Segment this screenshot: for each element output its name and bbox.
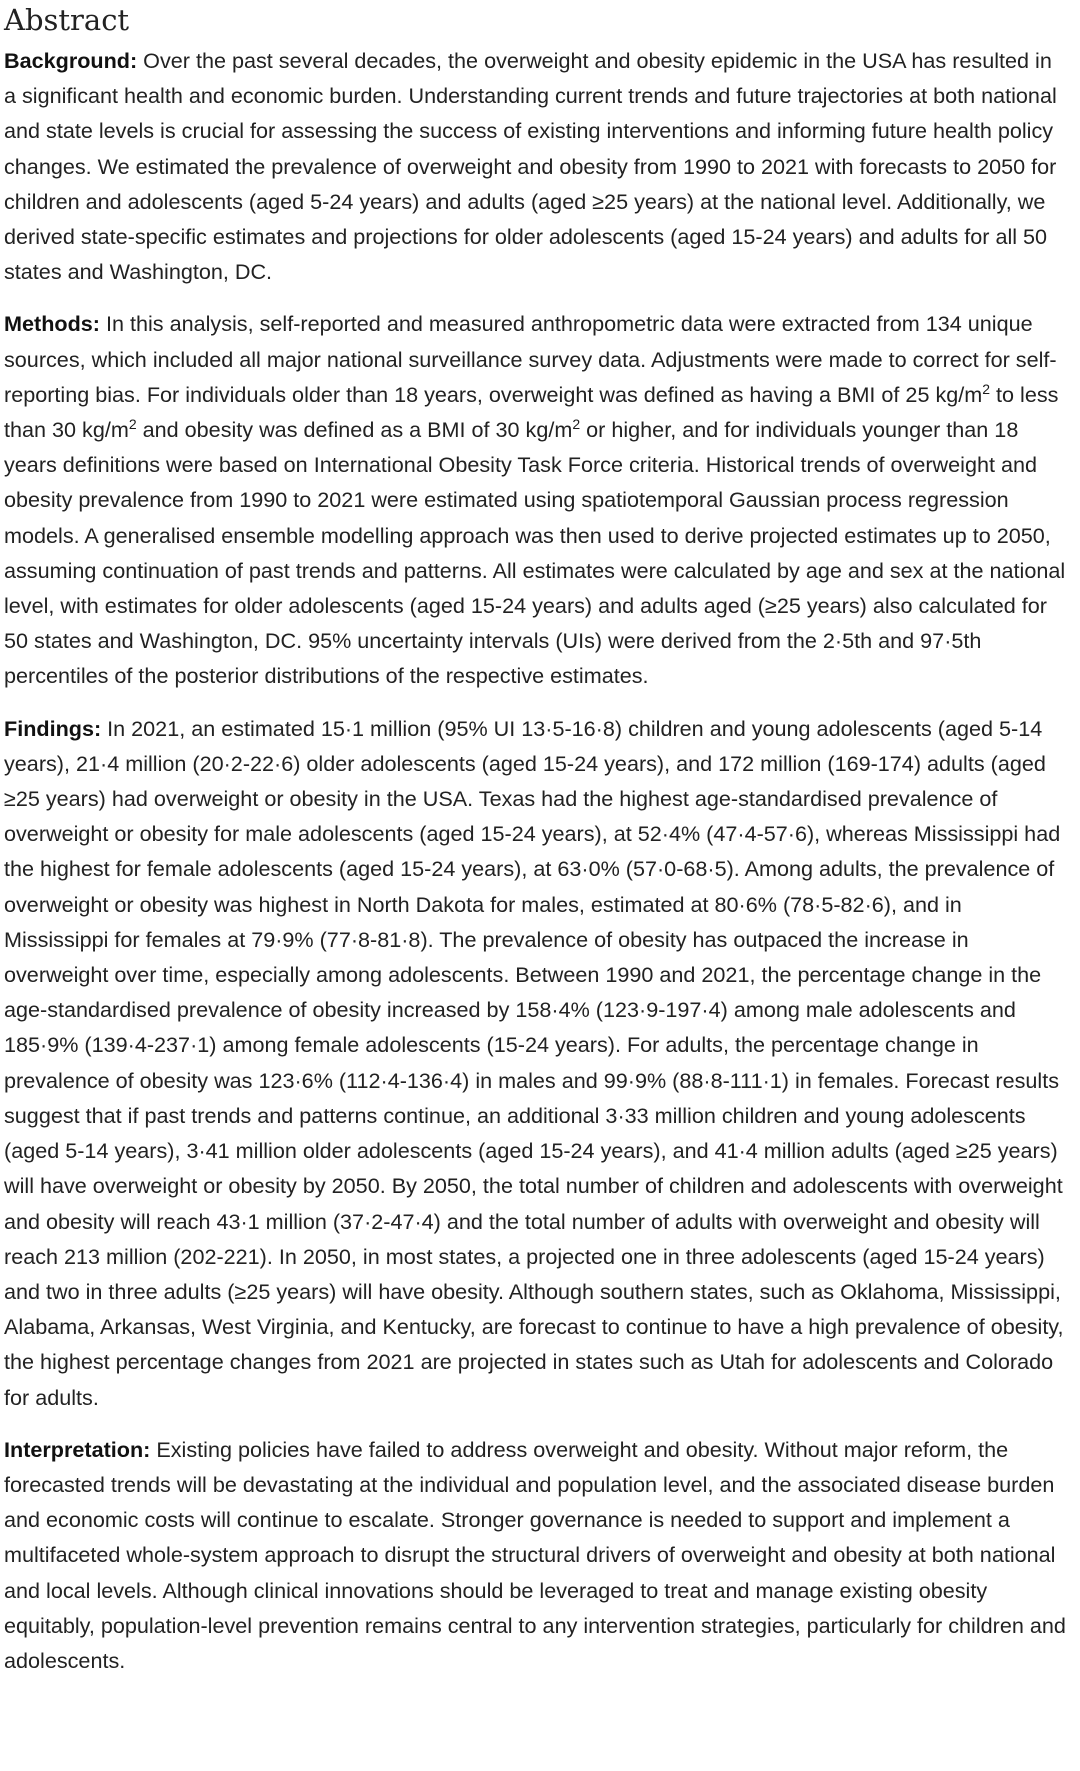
interpretation-label: Interpretation:: [4, 1436, 151, 1462]
methods-label: Methods:: [4, 311, 100, 337]
superscript-2: 2: [128, 415, 137, 432]
methods-text-part1: In this analysis, self-reported and measured anthropometric data were extracted from 134 unique sources, which included all major national surveillance survey data. Adjustments were made to correct for self-reporting bias. For individuals older than 18 years, overweight was defined as having a BMI of 25 kg/m: [4, 311, 1057, 407]
superscript-2: 2: [982, 380, 991, 397]
abstract-heading: Abstract: [4, 3, 130, 37]
methods-text-part2: to less than 30 kg/m: [4, 381, 1059, 443]
background-paragraph: [4, 43, 1068, 289]
findings-text: In 2021, an estimated 15·1 million (95% UI 13·5-16·8) children and young adolescents (aged 5-14 years), 21·4 million (20·2-22·6) older adolescents (aged 15-24 years), and 172 million (169-174) adults (aged ≥25 years) had overweight or obesity in the USA. Texas had the highest age-standardised prevalence of overweight or obesity for male adolescents (aged 15-24 years), at 52·4% (47·4-57·6), whereas Mississippi had the highest for female adolescents (aged 15-24 years), at 63·0% (57·0-68·5). Among adults, the prevalence of overweight or obesity was highest in North Dakota for males, estimated at 80·6% (78·5-82·6), and in Mississippi for females at 79·9% (77·8-81·8). The prevalence of obesity has outpaced the increase in overweight over time, especially among adolescents. Between 1990 and 2021, the percentage change in the age-standardised prevalence of obesity increased by 158·4% (123·9-197·4) among male adolescents and 185·9% (139·4-237·1) among female adolescents (15-24 years). For adults, the percentage change in prevalence of obesity was 123·6% (112·4-136·4) in males and 99·9% (88·8-111·1) in females. Forecast results suggest that if past trends and patterns continue, an additional 3·33 million children and young adolescents (aged 5-14 years), 3·41 million older adolescents (aged 15-24 years), and 41·4 million adults (aged ≥25 years) will have overweight or obesity by 2050. By 2050, the total number of children and adolescents with overweight and obesity will reach 43·1 million (37·2-47·4) and the total number of adults with overweight and obesity will reach 213 million (202-221). In 2050, in most states, a projected one in three adolescents (aged 15-24 years) and two in three adults (≥25 years) will have obesity. Although southern states, such as Oklahoma, Mississippi, Alabama, Arkansas, West Virginia, and Kentucky, are forecast to continue to have a high prevalence of obesity, the highest percentage changes from 2021 are projected in states such as Utah for adolescents and Colorado for adults.: [4, 715, 1064, 1410]
background-text: Over the past several decades, the overweight and obesity epidemic in the USA has resulted in a significant health and economic burden. Understanding current trends and future trajectories at both national and state levels is crucial for assessing the success of existing interventions and informing future health policy changes. We estimated the prevalence of overweight and obesity from 1990 to 2021 with forecasts to 2050 for children and adolescents (aged 5-24 years) and adults (aged ≥25 years) at the national level. Additionally, we derived state-specific estimates and projections for older adolescents (aged 15-24 years) and adults for all 50 states and Washington, DC.: [4, 48, 1057, 285]
superscript-2: 2: [572, 415, 581, 432]
methods-text-part3: and obesity was defined as a BMI of 30 kg/m: [136, 417, 573, 443]
interpretation-paragraph: [4, 1432, 1068, 1678]
interpretation-text: Existing policies have failed to address overweight and obesity. Without major reform, the forecasted trends will be devastating at the individual and population level, and the associated disease burden and economic costs will continue to escalate. Stronger governance is needed to support and implement a multifaceted whole-system approach to disrupt the structural drivers of overweight and obesity at both national and local levels. Although clinical innovations should be leveraged to treat and manage existing obesity equitably, population-level prevention remains central to any intervention strategies, particularly for children and adolescents.: [4, 1436, 1066, 1673]
methods-paragraph: [4, 306, 1068, 693]
findings-label: Findings:: [4, 715, 102, 741]
abstract-section: [4, 0, 1068, 1695]
methods-text-part4: or higher, and for individuals younger than 18 years definitions were based on International Obesity Task Force criteria. Historical trends of overweight and obesity prevalence from 1990 to 2021 were estimated using spatiotemporal Gaussian process regression models. A generalised ensemble modelling approach was then used to derive projected estimates up to 2050, assuming continuation of past trends and patterns. All estimates were calculated by age and sex at the national level, with estimates for older adolescents (aged 15-24 years) and adults aged (≥25 years) also calculated for 50 states and Washington, DC. 95% uncertainty intervals (UIs) were derived from the 2·5th and 97·5th percentiles of the posterior distributions of the respective estimates.: [4, 417, 1066, 689]
findings-paragraph: [4, 711, 1068, 1415]
background-label: Background:: [4, 48, 138, 73]
